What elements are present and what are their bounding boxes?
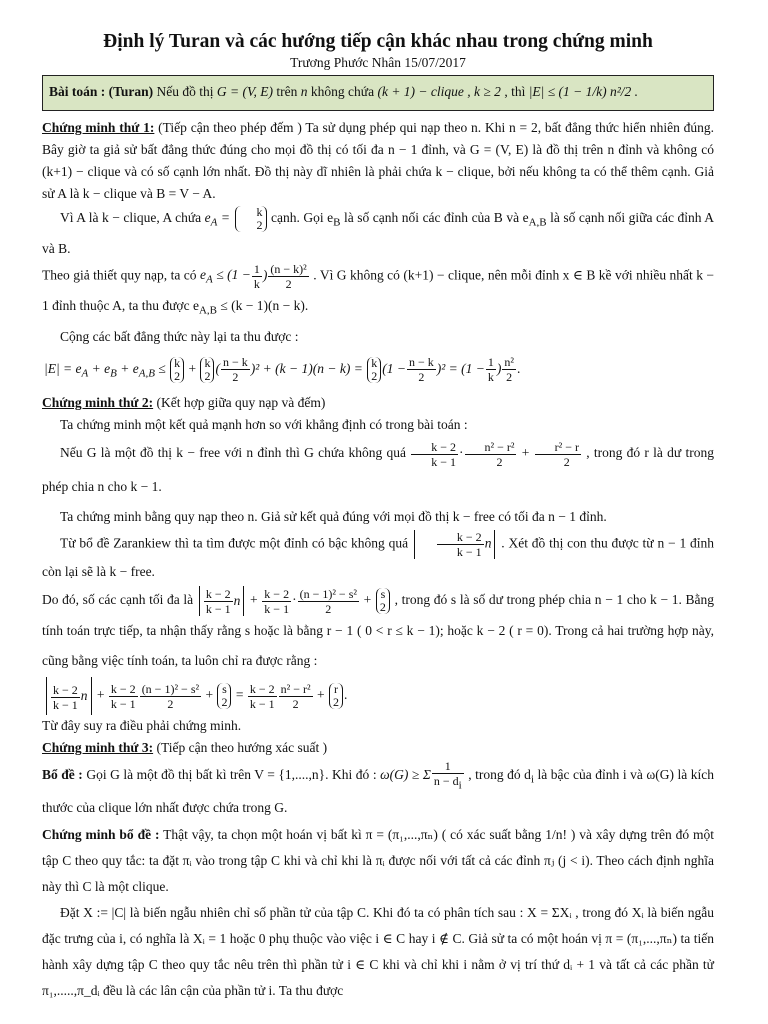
proof2-l5b: , trong đó s là số dư trong phép chia n − 1 cho k − 1. Bằng tính toán trực tiếp, ta nhận thấy rằng s hoặc là bằng r − 1 ( 0 < r ≤ k − 1); hoặc k − 2 ( r = 0). Trong cả hai trường hợp này, cũng bằng việc tính toán, ta luôn chỉ ra được rằng : (42, 592, 714, 669)
document-page (42, 30, 714, 1004)
proof1-heading: Chứng minh thứ 1: (42, 120, 155, 135)
doc-title: Định lý Turan và các hướng tiếp cận khác nhau trong chứng minh (103, 31, 653, 52)
proof2-heading: Chứng minh thứ 2: (42, 395, 154, 411)
proof1-sub: (Tiếp cận theo phép đếm ) (158, 120, 302, 135)
proof2-para-5: Do đó, số các cạnh tối đa là $\frac{k - 2}{k - 1}$ n + $\frac{k - 2}{k - 1}$ · $\frac{\text{(n − 1)² − s²}}{2}$ + s 2 , trong đó s là số dư trong phép chia n − 1 cho k − 1. Bằng tính toán trực tiếp, ta nhận thấy rằng s hoặc là bằng r − 1 ( 0 < r ≤ k − 1); hoặc k − 2 ( r = 0). Trong cả hai trường hợp này, cũng bằng việc tính toán, ta luôn chỉ ra được rằng : (42, 586, 714, 669)
proof3-lemma-proof (42, 822, 714, 900)
proof3-p2: Đặt X := |C| là biến ngẫu nhiên chỉ số phần tử của tập C. Khi đó ta có phân tích sau : X = ΣXᵢ , trong đó Xᵢ là biến ngẫu đặc trưng của i, có nghĩa là Xᵢ = 1 hoặc 0 phụ thuộc vào việc i ∈ C hay i ∉ C. Giả sử ta có một hoán vị π = (π₁,...,πₙ) ta tiến hành xây dựng tập C theo quy tắc nêu trên thì phần tử i ∈ C khi và chỉ khi i nằm ở vị trí thứ dᵢ + 1 và tất cả các phần tử π₁,.....,π_dᵢ đều là các lân cận của phần tử i. Ta thu được (42, 904, 714, 998)
proof2-l4b: . Xét đồ thị con thu được từ n − 1 đỉnh còn lại sẽ là k − free. (42, 535, 715, 580)
proof1-l2d: là số cạnh nối giữa các đỉnh A và B. (42, 210, 714, 256)
proof3-lemma-label: Bổ đề : (42, 767, 83, 783)
problem-n: n (300, 84, 308, 99)
problem-text-3: không chứa (310, 84, 375, 99)
proof2-line-1: Ta chứng minh một kết quả mạnh hơn so với khẳng định có trong bài toán : (60, 417, 468, 433)
proof1-l3a: Theo giả thiết quy nạp, ta có (42, 267, 197, 283)
problem-clique: (k + 1) − clique (377, 84, 464, 99)
proof1-line-1: Ta sử dụng phép qui nạp theo n. Khi n = 2, bất đẳng thức hiển nhiên đúng. Bây giờ ta giả sử bất đẳng thức đúng cho mọi đồ thị có tối đa n − 1 đỉnh, và G = (V, E) là đồ thị trên n đỉnh và không có (k+1) − clique và có số cạnh lớn nhất. Đồ thị này dĩ nhiên là phải chứa k − clique, bởi nếu không ta có thể thêm cạnh. Giả sử A là k − clique và B = V − A. (42, 120, 714, 201)
proof1-l2c: là số cạnh nối các đỉnh của B và e (344, 210, 529, 225)
proof1-para-4: Cộng các bất đẳng thức này lại ta thu được : (60, 328, 299, 344)
proof1-sum-formula: $|E| = e_A + e_B + e_{A,B}$ ≤ k 2 + k 2 ( $\frac{n - k}{2}$ )² + (k − 1)(n − k) = k 2 (1 − $\frac{n - k}{2}$ )² = (1 − $\frac{1}{k}$ ) $\frac{\text{n²}}{2}$ . (44, 355, 521, 385)
proof2-l4a: Từ bổ đề Zarankiew thì ta tìm được một đỉnh có bậc không quá (60, 535, 409, 551)
proof1-l2b: cạnh. Gọi e (271, 210, 334, 225)
proof2-para-2: Nếu G là một đồ thị k − free với n đỉnh thì G chứa không quá $\frac{k - 2}{k - 1}$ · $\frac{\text{n² − r²}}{2}$ + $\frac{\text{r² − r}}{2}$ , trong đó r là dư trong phép chia n cho k − 1. (42, 439, 714, 495)
proof1-l3b: . Vì G không có (k+1) − clique, nên mỗi đỉnh x ∈ B kề với nhiều nhất k − 1 đỉnh thuộc A, ta thu được e (42, 267, 715, 313)
proof2-l2b: , trong đó r là dư trong phép chia n cho k − 1. (42, 445, 714, 495)
proof2-line-3: Ta chứng minh bằng quy nạp theo n. Giả sử kết quả đúng với mọi đồ thị k − free có tối đa n − 1 đỉnh. (60, 509, 607, 525)
proof3-sub: (Tiếp cận theo hướng xác suất ) (156, 740, 328, 756)
proof1-para-1 (42, 117, 714, 205)
problem-label: Bài toán : (Turan) (49, 84, 154, 99)
proof3-heading: Chứng minh thứ 3: (42, 740, 154, 756)
proof3-lemma-a: Gọi G là một đồ thị bất kì trên V = {1,....,n}. Khi đó : (86, 767, 377, 783)
proof3-lemma: Bổ đề : Gọi G là một đồ thị bất kì trên V = {1,....,n}. Khi đó : ω(G) ≥ Σ $\frac{1}{n - d_i}$ , trong đó $d_i$ là bậc của đỉnh i và ω(G) là kích thước của clique lớn nhất được chứa trong G. (42, 759, 715, 815)
problem-text-1: Nếu đồ thị (156, 84, 214, 99)
proof3-lemma-c: là bậc của đỉnh i và ω(G) là kích thước của clique lớn nhất được chứa trong G. (42, 767, 715, 815)
proof1-l3c: ≤ (k − 1)(n − k). (220, 297, 309, 313)
problem-text-2: trên (276, 84, 298, 99)
proof2-l2a: Nếu G là một đồ thị k − free với n đỉnh thì G chứa không quá (60, 445, 406, 461)
problem-text-4: , thì (504, 84, 526, 99)
binom-k-2: k 2 (235, 206, 267, 232)
doc-author: Trương Phước Nhân 15/07/2017 (290, 55, 466, 70)
proof1-para-3: Theo giả thiết quy nạp, ta có $e_A \le (1$ − $\frac{1}{k}$ ) $\frac{\text{(n − k)²}}{2}$ . Vì G không có (k+1) − clique, nên mỗi đỉnh x ∈ B kề với nhiều nhất k − 1 đỉnh thuộc A, ta thu được $e_{A,B} \le (k - 1)(n - k)$. (42, 261, 715, 317)
proof3-para-1 (42, 737, 714, 759)
proof2-para-4: Từ bổ đề Zarankiew thì ta tìm được một đỉnh có bậc không quá $\frac{k - 2}{k - 1}$ n . Xét đồ thị con thu được từ n − 1 đỉnh còn lại sẽ là k − free. (42, 530, 715, 580)
proof3-lemma-b: , trong đó d (468, 767, 531, 783)
problem-claim: |E| ≤ (1 − 1/k) n²/2 . (528, 84, 639, 99)
problem-graph: G = (V, E) (216, 84, 274, 99)
proof1-l2a: Vì A là k − clique, A chứa (60, 210, 202, 225)
proof2-l5a: Do đó, số các cạnh tối đa là (42, 592, 194, 608)
proof2-conclusion: Từ đây suy ra điều phải chứng minh. (42, 718, 242, 734)
proof3-p1: Thật vậy, ta chọn một hoán vị bất kì π = (π₁,...,πₙ) ( có xác suất bằng 1/n! ) và xây dựng trên đó một tập C theo quy tắc: ta đặt πᵢ vào trong tập C khi và chỉ khi là πᵢ được nối với tất cả các đỉnh πⱼ (j < i). Theo cách định nghĩa này thì C là một clique. (42, 826, 714, 894)
problem-cond: , k ≥ 2 (467, 84, 501, 99)
problem-box (42, 75, 714, 111)
proof3-proof-label: Chứng minh bổ đề : (42, 826, 160, 842)
proof2-identity: $\frac{k - 2}{k - 1}$ n + $\frac{k - 2}{k - 1}$ $\frac{\text{(n − 1)² − s²}}{2}$ + s 2 = $\frac{k - 2}{k - 1}$ $\frac{\text{n² − r²}}{2}$ + r 2 . (42, 676, 714, 715)
proof2-sub: (Kết hợp giữa quy nạp và đếm) (156, 395, 326, 411)
proof2-para-1 (42, 392, 714, 414)
proof1-para-2: Vì A là k − clique, A chứa $e_A$ = k 2 cạnh. Gọi $e_B$ là số cạnh nối các đỉnh của B và $e_{A,B}$ là số cạnh nối giữa các đỉnh A và B. (42, 204, 714, 256)
